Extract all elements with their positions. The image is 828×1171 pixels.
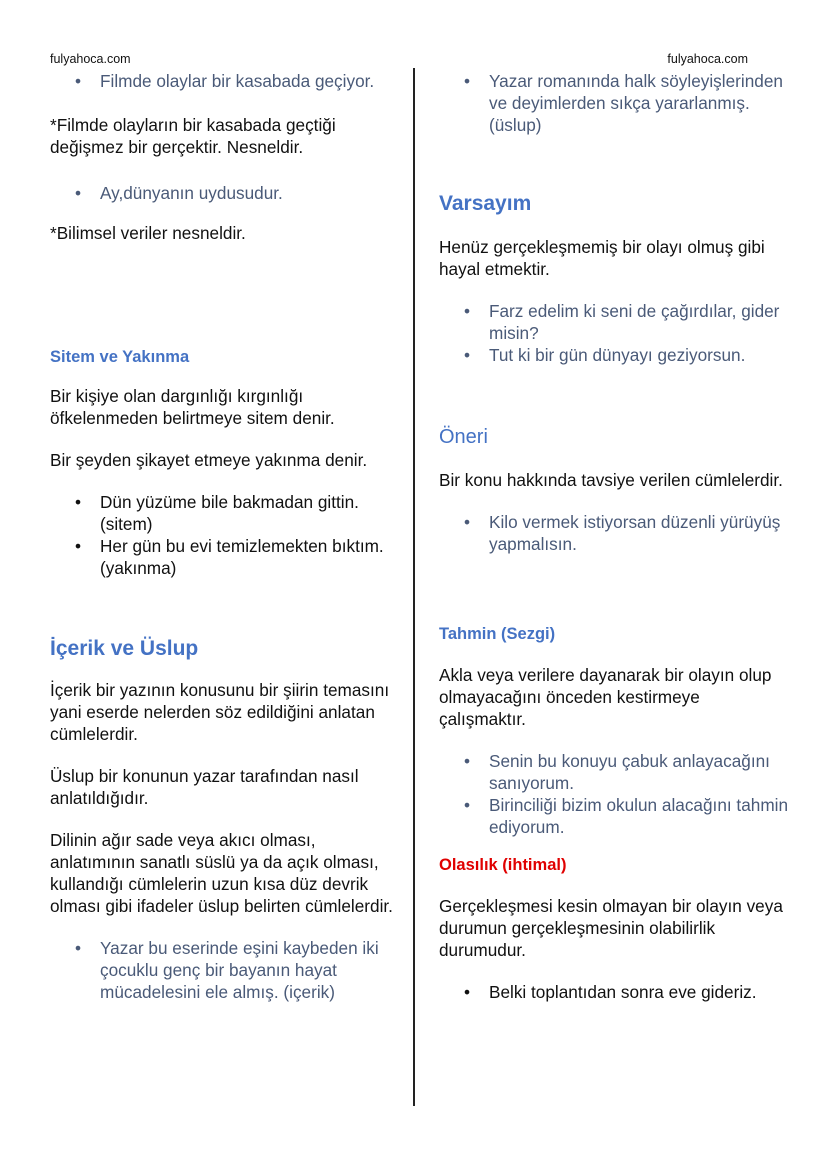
left-column <box>50 68 395 1003</box>
bullet-icon: • <box>75 71 82 91</box>
bullet-list <box>439 300 789 366</box>
bullet-icon: • <box>75 536 82 556</box>
section-title-olasilik: Olasılık (ihtimal) <box>439 856 567 874</box>
section-title-varsayim: Varsayım <box>439 192 532 215</box>
section-title-icerik: İçerik ve Üslup <box>50 637 199 660</box>
bullet-list <box>439 750 789 838</box>
bullet-icon: • <box>464 795 471 815</box>
paragraph: *Filmde olayların bir kasabada geçtiği değişmez bir gerçektir. Nesneldir. <box>50 115 336 157</box>
list-item: • Birinciliği bizim okulun alacağını tahmin ediyorum. <box>464 795 789 837</box>
bullet-icon: • <box>75 938 82 958</box>
column-divider <box>413 68 415 1106</box>
list-item: • Belki toplantıdan sonra eve gideriz. <box>464 982 757 1002</box>
paragraph: Akla veya verilere dayanarak bir olayın olup olmayacağını önceden kestirmeye çalışmaktır. <box>439 665 772 729</box>
paragraph: Dilinin ağır sade veya akıcı olması, anlatımının sanatlı süslü ya da açık olması, kullandığı cümlelerin uzun kısa düz devrik olması gibi ifadeler üslup belirten cümlelerdir. <box>50 830 393 916</box>
bullet-icon: • <box>464 751 471 771</box>
paragraph: Bir konu hakkında tavsiye verilen cümlelerdir. <box>439 470 783 490</box>
list-item: • Kilo vermek istiyorsan düzenli yürüyüş yapmalısın. <box>464 512 781 554</box>
list-item: • Ay,dünyanın uydusudur. <box>75 183 283 203</box>
bullet-icon: • <box>464 345 471 365</box>
list-item: • Senin bu konuyu çabuk anlayacağını sanıyorum. <box>464 751 770 793</box>
list-item: • Yazar romanında halk söyleyişlerinden ve deyimlerden sıkça yararlanmış. (üslup) <box>464 71 783 135</box>
paragraph: Bir kişiye olan dargınlığı kırgınlığı öfkelenmeden belirtmeye sitem denir. <box>50 386 335 428</box>
paragraph: Henüz gerçekleşmemiş bir olayı olmuş gibi hayal etmektir. <box>439 237 765 279</box>
section-title-sitem: Sitem ve Yakınma <box>50 348 190 366</box>
list-item: • Farz edelim ki seni de çağırdılar, gider misin? <box>464 301 780 343</box>
list-item: • Yazar bu eserinde eşini kaybeden iki çocuklu genç bir bayanın hayat mücadelesini ele almış. (içerik) <box>75 938 379 1002</box>
list-item: • Her gün bu evi temizlemekten bıktım. (yakınma) <box>75 536 384 578</box>
paragraph: Gerçekleşmesi kesin olmayan bir olayın veya durumun gerçekleşmesinin olabilirlik durumudur. <box>439 896 783 960</box>
section-title-oneri: Öneri <box>439 426 488 448</box>
list-item: • Tut ki bir gün dünyayı geziyorsun. <box>464 345 746 365</box>
bullet-icon: • <box>464 71 471 91</box>
bullet-list <box>50 70 395 92</box>
bullet-list <box>50 491 395 579</box>
bullet-list <box>50 182 395 204</box>
list-item: • Filmde olaylar bir kasabada geçiyor. <box>75 71 375 91</box>
bullet-icon: • <box>464 982 471 1002</box>
bullet-icon: • <box>75 183 82 203</box>
bullet-list <box>439 511 789 555</box>
paragraph: Üslup bir konunun yazar tarafından nasıl anlatıldığıdır. <box>50 766 359 808</box>
right-column <box>439 68 789 1003</box>
bullet-list <box>50 937 395 1003</box>
header-left-site: fulyahoca.com <box>50 52 131 66</box>
paragraph: *Bilimsel veriler nesneldir. <box>50 223 246 243</box>
section-title-tahmin: Tahmin (Sezgi) <box>439 625 556 643</box>
header-right-site: fulyahoca.com <box>667 52 748 66</box>
bullet-list <box>439 981 789 1003</box>
bullet-icon: • <box>464 512 471 532</box>
bullet-list <box>439 70 789 136</box>
paragraph: Bir şeyden şikayet etmeye yakınma denir. <box>50 450 368 470</box>
list-item: • Dün yüzüme bile bakmadan gittin. (sitem) <box>75 492 359 534</box>
bullet-icon: • <box>464 301 471 321</box>
bullet-icon: • <box>75 492 82 512</box>
paragraph: İçerik bir yazının konusunu bir şiirin temasını yani eserde nelerden söz edildiğini anlatan cümlelerdir. <box>50 680 390 744</box>
